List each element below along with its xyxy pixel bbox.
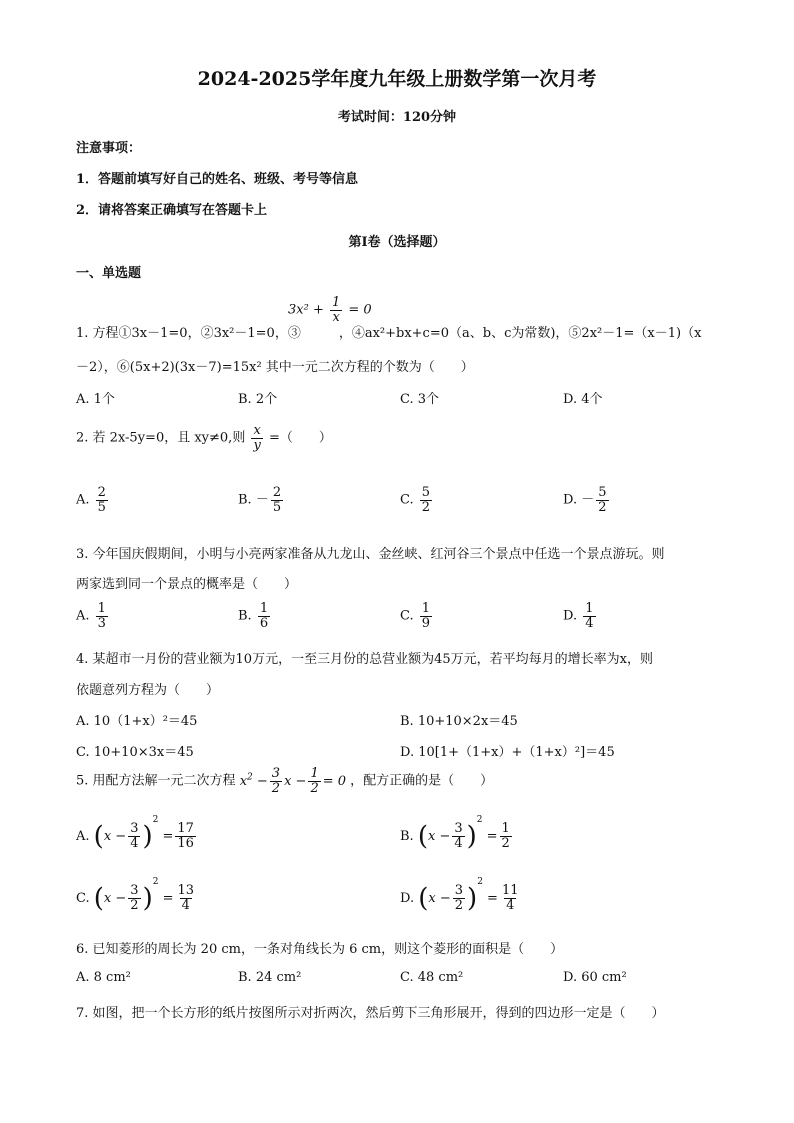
q5-option-c-inner-num: 3 — [130, 883, 139, 899]
exam-title: 2024-2025学年度九年级上册数学第一次月考 — [197, 68, 597, 90]
q5-equation: $x^2$ − $\frac{3}{2}$ x − $\frac{1}{2}$ = 0 — [239, 766, 347, 796]
q4-option-c[interactable]: C. 10+10×3x＝45 — [76, 745, 194, 760]
q4-option-a[interactable]: A. 10（1+x）²＝45 — [76, 714, 198, 729]
q3-option-b-num: 1 — [259, 601, 269, 616]
q1-formula-part-b: = 0 — [348, 302, 372, 318]
q2-stem-b: =（ ） — [268, 430, 332, 446]
q2-option-b-den: 5 — [272, 499, 282, 515]
q2-option-b-label: B. — [238, 492, 252, 508]
q2-option-d-num: 5 — [598, 485, 607, 500]
q2-option-d-sign: － — [581, 492, 595, 508]
q3-option-d[interactable] — [563, 602, 598, 630]
q5-option-a-rhs-num: 17 — [177, 821, 194, 837]
q3-option-a-num: 1 — [97, 601, 106, 616]
q2-ratio-num: x — [253, 423, 261, 438]
q6-option-a[interactable]: A. 8 cm² — [76, 970, 131, 985]
q6-option-d[interactable]: D. 60 cm² — [563, 970, 627, 985]
q3-option-d-num: 1 — [585, 601, 594, 616]
q2-option-b[interactable] — [238, 486, 285, 514]
q2-option-d-den: 2 — [598, 499, 607, 515]
q2-option-d[interactable] — [563, 486, 611, 514]
q4-line-2: 依题意列方程为（ ） — [76, 683, 220, 698]
q3-option-b[interactable] — [238, 602, 272, 630]
q4-option-b[interactable]: B. 10+10×2x＝45 — [400, 714, 518, 729]
q2-option-c-num: 5 — [421, 485, 431, 500]
q4-line-1: 4. 某超市一月份的营业额为10万元，一至三月份的总营业额为45万元，若平均每月的增长率为x，则 — [76, 652, 653, 667]
q5-option-a-label: A. — [76, 829, 90, 844]
q5-option-c-inner-den: 2 — [130, 898, 139, 913]
q3-option-a-label: A. — [76, 608, 90, 624]
q1-line-2: －2），⑥(5x+2)(3x－7)=15x² 其中一元二次方程的个数为（ ） — [76, 360, 474, 375]
q5-option-c[interactable]: C. (x − $\frac{3}{2}$ )$^2$ = $\frac{13}{4}$ — [76, 877, 195, 914]
q2-ratio-den: y — [253, 437, 261, 453]
q1-option-b[interactable]: B. 2个 — [238, 392, 278, 407]
q5-option-b-inner-den: 4 — [454, 836, 463, 851]
q3-option-d-den: 4 — [585, 615, 594, 631]
q6-option-b[interactable]: B. 24 cm² — [238, 970, 302, 985]
q5-option-c-label: C. — [76, 891, 90, 906]
q2-option-b-sign: － — [255, 492, 269, 508]
exam-duration: 考试时间：120分钟 — [337, 110, 457, 125]
q2-option-c-den: 2 — [421, 499, 431, 515]
q3-option-c-den: 9 — [421, 615, 431, 631]
part-title: 一、单选题 — [76, 266, 142, 281]
q2-option-a[interactable] — [76, 486, 110, 514]
q4-option-d[interactable]: D. 10[1+（1+x）+（1+x）²]＝45 — [400, 745, 615, 760]
q2-option-a-label: A. — [76, 492, 90, 508]
q5-option-c-rhs-den: 4 — [181, 898, 190, 913]
q1-line-1-a: 1. 方程①3x－1=0，②3x²－1=0，③ — [76, 326, 301, 341]
q7-stem: 7. 如图，把一个长方形的纸片按图所示对折两次，然后剪下三角形展开，得到的四边形一定是（ ） — [76, 1006, 665, 1021]
q3-option-c[interactable] — [400, 602, 434, 630]
q5-option-d-label: D. — [400, 891, 415, 906]
q5-option-d-rhs-num: 11 — [501, 883, 519, 899]
q5-option-d-inner-num: 3 — [454, 883, 464, 899]
q3-option-a[interactable] — [76, 602, 110, 630]
q1-formula-fraction — [330, 296, 342, 324]
q6-stem: 6. 已知菱形的周长为 20 cm，一条对角线长为 6 cm，则这个菱形的面积是（ ） — [76, 942, 564, 957]
q3-option-b-label: B. — [238, 608, 252, 624]
q2-stem-a: 2. 若 2x-5y=0，且 xy≠0,则 — [76, 430, 246, 446]
q5-option-b-rhs-den: 2 — [501, 836, 510, 851]
q5-option-c-rhs-num: 13 — [177, 883, 195, 899]
q2-ratio-fraction — [251, 424, 262, 452]
q5-option-b-label: B. — [400, 829, 414, 844]
notice-heading: 注意事项： — [76, 141, 142, 156]
q1-option-d[interactable]: D. 4个 — [563, 392, 603, 407]
q1-line-1-b: ，④ax²+bx+c=0（a、b、c为常数)，⑤2x²－1=（x－1)（x — [338, 326, 702, 341]
q5-option-b[interactable]: B. (x − $\frac{3}{4}$ )$^2$ = $\frac{1}{2}$ — [400, 815, 510, 852]
q2-option-d-label: D. — [563, 492, 578, 508]
q2-option-c[interactable] — [400, 486, 434, 514]
q1-formula-den: x — [332, 309, 340, 325]
q2-option-a-den: 5 — [97, 499, 106, 515]
q5-option-a-rhs-den: 16 — [177, 836, 194, 851]
q5-option-d-inner-den: 2 — [454, 898, 464, 913]
q5-option-a-inner-num: 3 — [130, 821, 139, 837]
q5-stem — [76, 767, 493, 795]
q1-option-c[interactable]: C. 3个 — [400, 392, 440, 407]
notice-item-1: 1．答题前填写好自己的姓名、班级、考号等信息 — [76, 172, 359, 187]
q2-option-c-label: C. — [400, 492, 414, 508]
q2-stem — [76, 424, 332, 452]
q5-option-d[interactable]: D. (x − $\frac{3}{2}$ )$^2$ = $\frac{11}{4}$ — [400, 877, 519, 914]
q5-option-b-rhs-num: 1 — [501, 821, 510, 837]
q3-option-b-den: 6 — [259, 615, 269, 631]
q3-option-c-label: C. — [400, 608, 414, 624]
q3-option-d-label: D. — [563, 608, 578, 624]
q3-option-a-den: 3 — [97, 615, 106, 631]
q5-option-d-rhs-den: 4 — [506, 898, 515, 913]
notice-item-2: 2．请将答案正确填写在答题卡上 — [76, 203, 268, 218]
q1-option-a[interactable]: A. 1个 — [76, 392, 115, 407]
q5-stem-a: 5. 用配方法解一元二次方程 — [76, 773, 236, 789]
q3-line-1: 3. 今年国庆假期间，小明与小亮两家准备从九龙山、金丝峡、红河谷三个景点中任选一个景点游玩。则 — [76, 547, 665, 562]
q5-option-a-inner-den: 4 — [130, 836, 139, 851]
q1-formula-num: 1 — [331, 295, 341, 310]
q1-formula-3 — [288, 296, 372, 324]
q2-option-b-num: 2 — [272, 485, 282, 500]
q6-option-c[interactable]: C. 48 cm² — [400, 970, 464, 985]
q1-line-1 — [76, 322, 701, 341]
q1-formula-part-a: 3x² + — [288, 302, 324, 318]
q3-line-2: 两家选到同一个景点的概率是（ ） — [76, 577, 298, 592]
q5-option-b-inner-num: 3 — [454, 821, 463, 837]
q5-option-a[interactable]: A. (x − $\frac{3}{4}$ )$^2$ = $\frac{17}{16}$ — [76, 815, 194, 852]
q3-option-c-num: 1 — [421, 601, 431, 616]
q2-option-a-num: 2 — [97, 485, 106, 500]
q5-stem-b: ，配方正确的是（ ） — [350, 773, 494, 789]
section-title: 第Ⅰ卷（选择题） — [348, 235, 446, 250]
